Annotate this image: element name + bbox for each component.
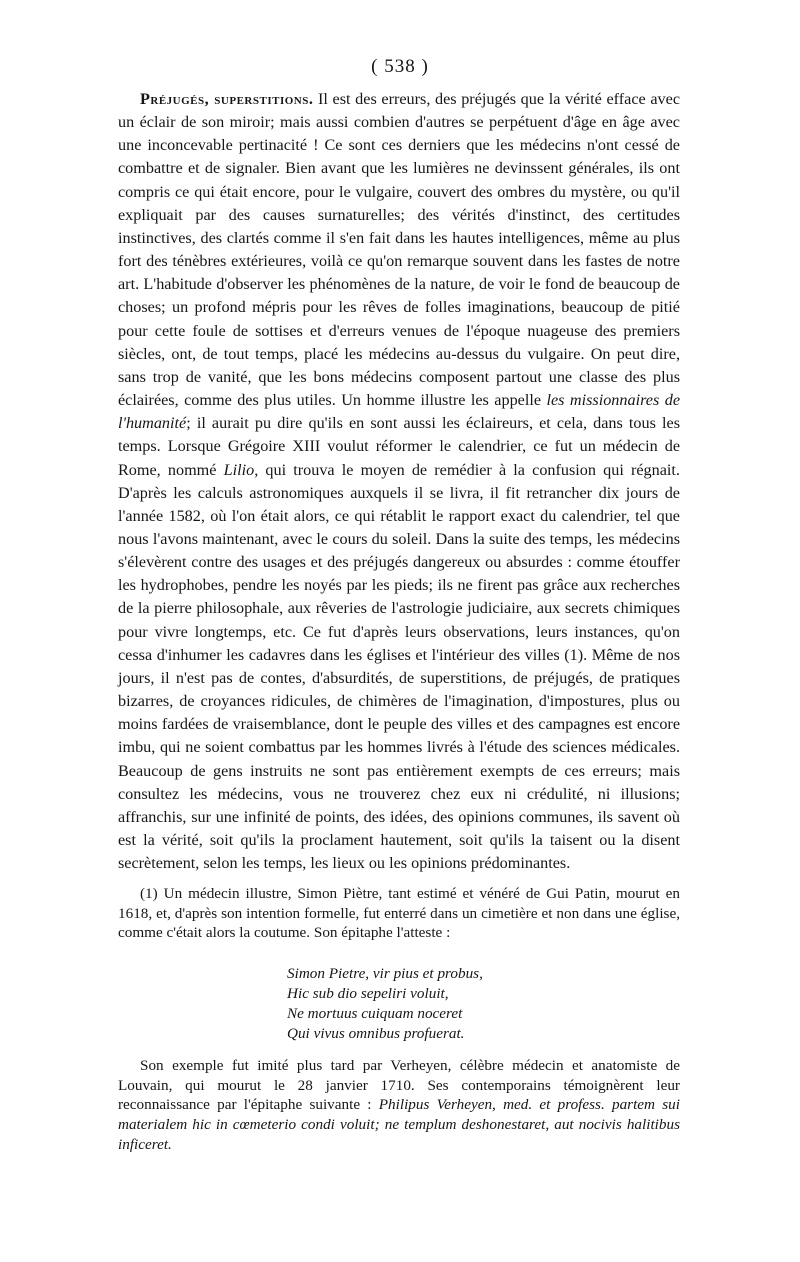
footnote-paragraph: (1) Un médecin illustre, Simon Piètre, tant estimé et vénéré de Gui Patin, mourut en 1618, et, d'après son intention formelle, fut enterré dans un cimetière et non dans une église, comme c'était alors la coutume. Son épitaphe l'atteste : [118,885,680,942]
section-heading: Préjugés, superstitions. [140,90,314,108]
body-text-part-1: Il est des erreurs, des préjugés que la vérité efface avec un éclair de son miroir; mais aussi combien d'autres se perpétuent d'âge en âge avec une inconcevable pertinacité ! Ce sont ces derniers que les médecins n'ont cessé de combattre et de signaler. Bien avant que les lumières ne devinssent générales, ils ont compris ce qui était encore, pour le vulgaire, couvert des ombres du mystère, ou qu'il expliquait par des causes surnaturelles; des vérités d'instinct, des certitudes instinctives, des clartés comme il s'en fait dans les hautes intelligences, même au plus fort des ténèbres extérieures, voilà ce qu'on remarque souvent dans les fastes de notre art. L'habitude d'observer les phénomènes de la nature, de voir le fond de beaucoup de choses; un profond mépris pour les rêves de folles imaginations, beaucoup de pitié pour cette foule de sottises et d'erreurs venues de l'époque nuageuse des premiers siècles, ont, de tout temps, placé les médecins au-dessus du vulgaire. On peut dire, sans trop de vanité, que les bons médecins composent partout une classe des plus éclairées, comme des plus utiles. Un homme illustre les appelle [118,90,681,410]
footnote-continuation-text: Son exemple fut imité plus tard par Verheyen, célèbre médecin et anatomiste de Louvain, qui mourut le 28 janvier 1710. Ses contemporains témoignèrent leur reconnaissance par l'épitaphe suivante : [118,1057,680,1114]
epitaph-line: Ne mortuus cuiquam noceret [287,1005,463,1022]
epitaph-line: Qui vivus omnibus profuerat. [287,1025,465,1042]
page-number: ( 538 ) [371,56,429,77]
epitaph-verse [287,964,587,1044]
body-text-part-2: ; il aurait pu dire qu'ils en sont aussi les éclaireurs, et cela, dans tous les temps. Lorsque Grégoire XIII voulut réformer le calendrier, ce fut un médecin de Rome, nommé [118,414,680,479]
quoted-phrase: les missionnaires de l'humanité [118,391,680,433]
epitaph-line: Simon Pietre, vir pius et probus, [287,965,483,982]
main-paragraph [118,88,680,875]
body-text-part-3: , qui trouva le moyen de remédier à la confusion qui régnait. D'après les calculs astronomiques auxquels il se livra, il fit retrancher dix jours de l'année 1582, où l'on était alors, ce qui rétablit le rapport exact du calendrier, tel que nous l'avons maintenant, avec le cours du soleil. Dans la suite des temps, les médecins s'élevèrent contre des usages et des préjugés dangereux ou absurdes : comme étouffer les hydrophobes, pendre les noyés par les pieds; ils ne firent pas grâce aux recherches de la pierre philosophale, aux rêveries de l'astrologie judiciaire, aux secrets chimiques pour vivre longtemps, etc. Ce fut d'après leurs observations, leurs instances, qu'on cessa d'inhumer les cadavres dans les églises et l'intérieur des villes (1). Même de nos jours, il n'est pas de contes, d'absurdités, de superstitions, de préjugés, de pratiques bizarres, de croyances ridicules, de chimères de l'imagination, d'impostures, plus ou moins fardées de vraisemblance, dont le peuple des villes et des campagnes est encore imbu, qui ne soient combattus par les hommes livrés à l'étude des sciences médicales. Beaucoup de gens instruits ne sont pas entièrement exempts de ces erreurs; mais consultez les médecins, vous ne trouverez chez eux ni crédulité, ni illusions; affranchis, sur une infinité de points, des idées, des opinions communes, ils savent où est la vérité, soit qu'ils la proclament hautement, soit qu'ils la taisent ou la disent secrètement, selon les temps, les lieux ou les opinions prédominantes. [118,460,680,873]
footnote-continuation [118,1056,680,1155]
epitaph-line: Hic sub dio sepeliri voluit, [287,985,449,1002]
person-name-lilio: Lilio [223,460,255,479]
verheyen-epitaph: Philipus Verheyen, med. et profess. partem sui materialem hic in cœmeterio condi voluit; ne templum deshonestaret, aut nocivis halitibus inficeret. [118,1096,680,1153]
